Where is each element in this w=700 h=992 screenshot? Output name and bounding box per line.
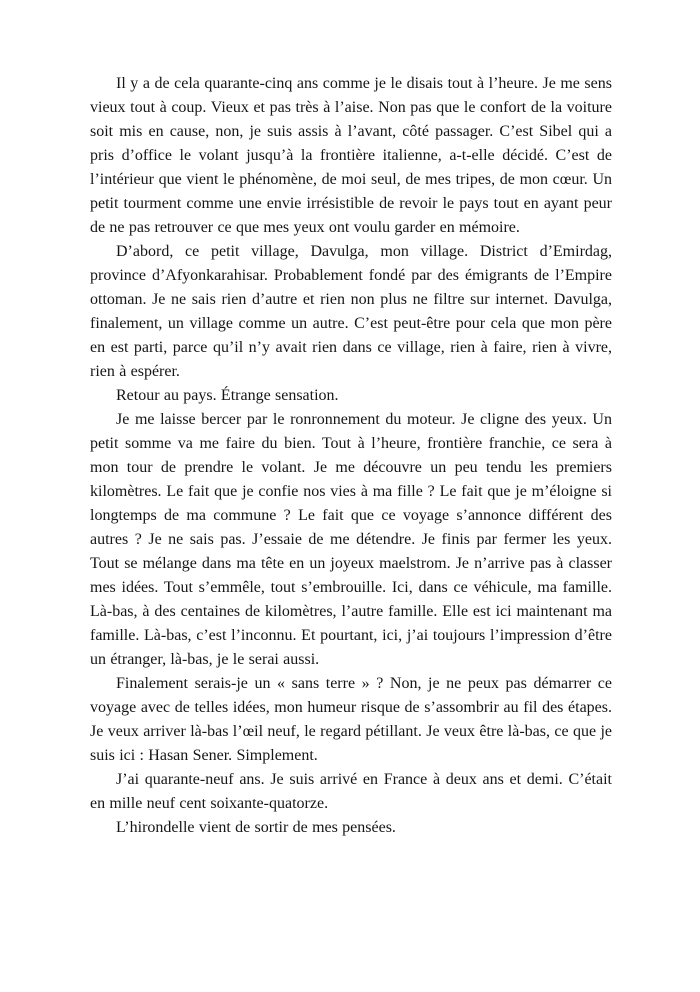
- paragraph-1: Il y a de cela quarante-cinq ans comme je le disais tout à l’heure. Je me sens vieux tout à coup. Vieux et pas très à l’aise. Non pas que le confort de la voiture soit mis en cause, non, je suis assis à l’avant, côté passager. C’est Sibel qui a pris d’office le volant jusqu’à la frontière italienne, a-t-elle décidé. C’est de l’intérieur que vient le phénomène, de moi seul, de mes tripes, de mon cœur. Un petit tourment comme une envie irrésistible de revoir le pays tout en ayant peur de ne pas retrouver ce que mes yeux ont voulu garder en mémoire.: [90, 75, 612, 236]
- paragraph-4: Je me laisse bercer par le ronronnement du moteur. Je cligne des yeux. Un petit somme va me faire du bien. Tout à l’heure, frontière franchie, ce sera à mon tour de prendre le volant. Je me découvre un peu tendu les premiers kilomètres. Le fait que je confie nos vies à ma fille ? Le fait que je m’éloigne si longtemps de ma commune ? Le fait que ce voyage s’annonce différent des autres ? Je ne sais pas. J’essaie de me détendre. Je finis par fermer les yeux. Tout se mélange dans ma tête en un joyeux maelstrom. Je n’arrive pas à classer mes idées. Tout s’emmêle, tout s’embrouille. Ici, dans ce véhicule, ma famille. Là-bas, à des centaines de kilomètres, l’autre famille. Elle est ici maintenant ma famille. Là-bas, c’est l’inconnu. Et pourtant, ici, j’ai toujours l’impression d’être un étranger, là-bas, je le serai aussi.: [90, 411, 612, 668]
- paragraph-6: J’ai quarante-neuf ans. Je suis arrivé en France à deux ans et demi. C’était en mille neuf cent soixante-quatorze.: [90, 771, 612, 812]
- paragraph-7: L’hirondelle vient de sortir de mes pensées.: [116, 819, 396, 836]
- paragraph-3: Retour au pays. Étrange sensation.: [116, 387, 339, 404]
- paragraph-5: Finalement serais-je un « sans terre » ? Non, je ne peux pas démarrer ce voyage avec de telles idées, mon humeur risque de s’assombrir au fil des étapes. Je veux arriver là-bas l’œil neuf, le regard pétillant. Je veux être là-bas, ce que je suis ici : Hasan Sener. Simplement.: [90, 675, 612, 764]
- paragraph-2: D’abord, ce petit village, Davulga, mon village. District d’Emirdag, province d’Afyonkarahisar. Probablement fondé par des émigrants de l’Empire ottoman. Je ne sais rien d’autre et rien non plus ne filtre sur internet. Davulga, finalement, un village comme un autre. C’est peut-être pour cela que mon père en est parti, parce qu’il n’y avait rien dans ce village, rien à faire, rien à vivre, rien à espérer.: [90, 243, 612, 380]
